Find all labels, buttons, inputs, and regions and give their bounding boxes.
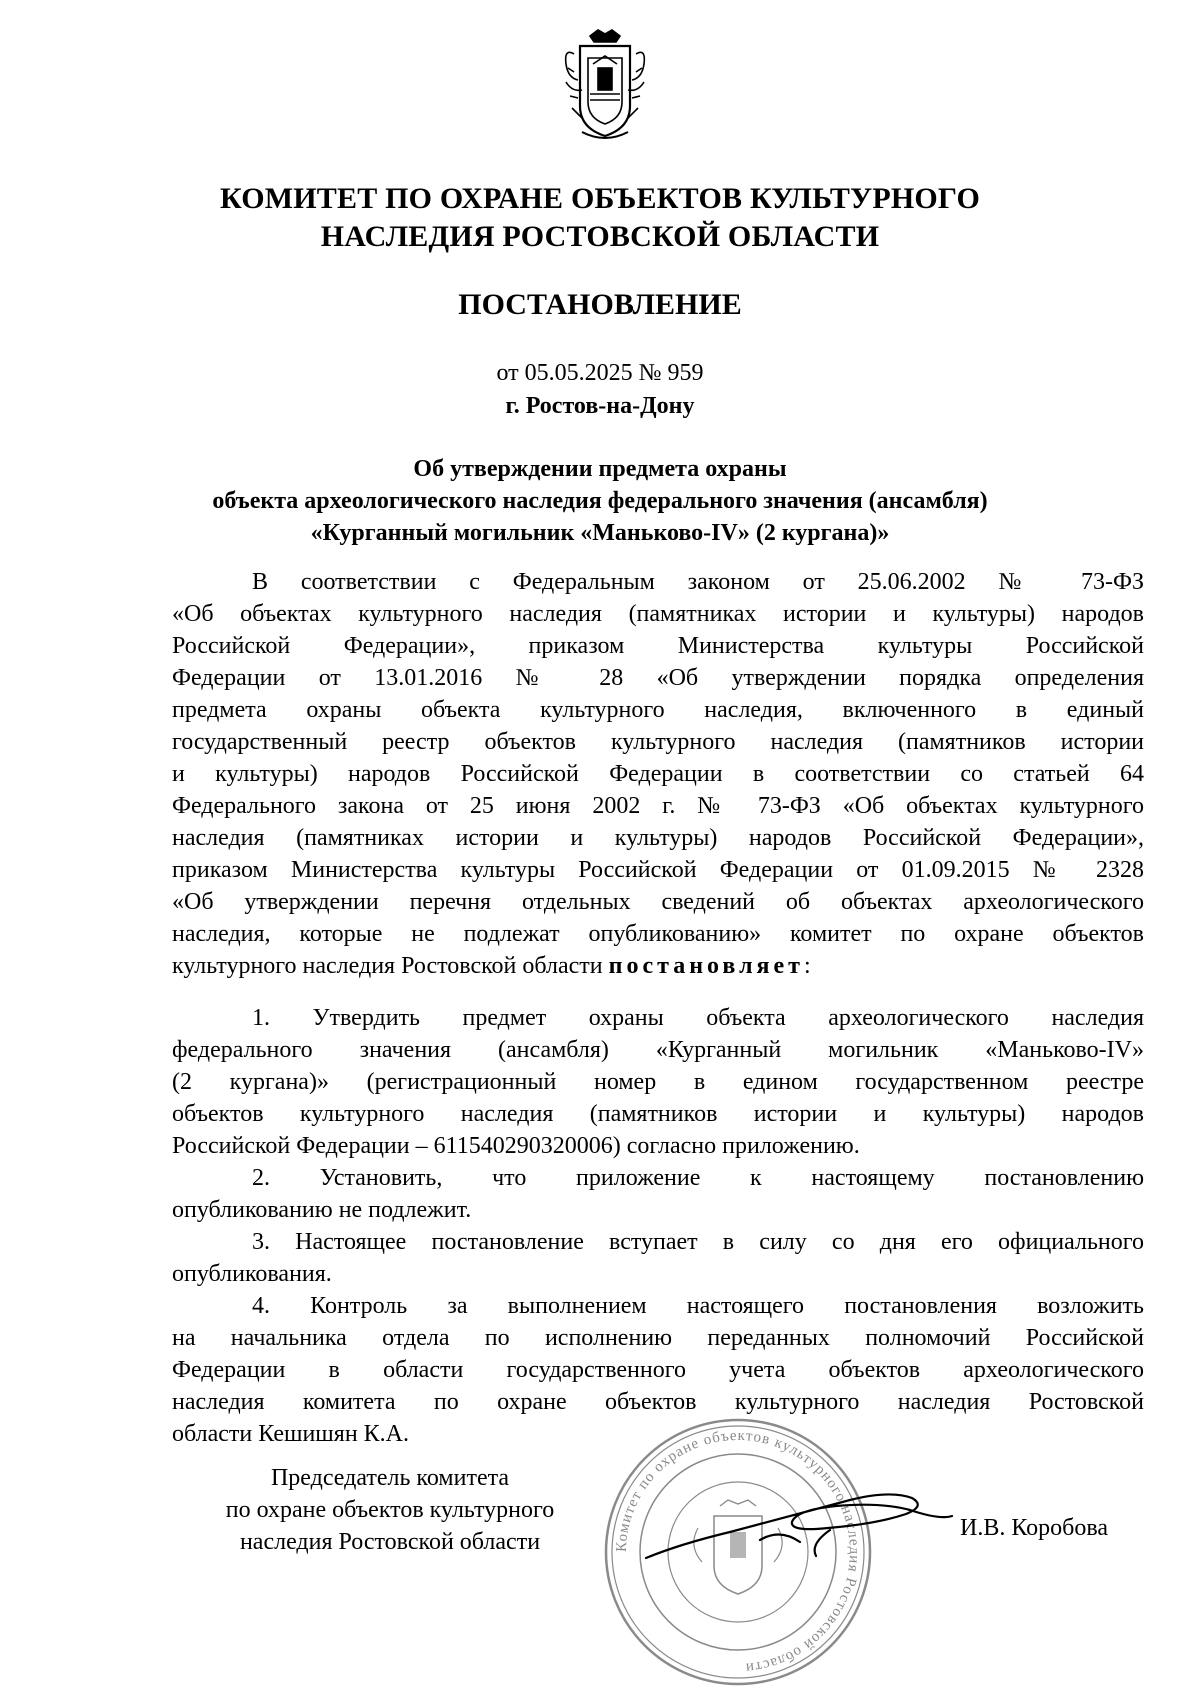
text-line: 4. Контроль за выполнением настоящего постановления возложить xyxy=(252,1293,1144,1319)
text-line: приказом Министерства культуры Российской Федерации от 01.09.2015 № 2328 xyxy=(172,857,1144,883)
resolution-item xyxy=(172,1162,1144,1226)
text-line: наследия (памятниках истории и культуры) народов Российской Федерации», xyxy=(172,825,1144,851)
text-line: опубликования. xyxy=(172,1261,332,1287)
text-line: Федерального закона от 25 июня 2002 г. № 73-ФЗ «Об объектах культурного xyxy=(172,793,1144,819)
organization-title-line: КОМИТЕТ ПО ОХРАНЕ ОБЪЕКТОВ КУЛЬТУРНОГО xyxy=(220,182,980,215)
subject-line: «Курганный могильник «Маньково-IV» (2 кургана)» xyxy=(310,520,890,546)
preamble-paragraph xyxy=(172,566,1144,982)
text-line: «Об объектах культурного наследия (памятниках истории и культуры) народов xyxy=(172,601,1144,627)
document-date-number: от 05.05.2025 № 959 xyxy=(496,360,704,386)
subject-line: Об утверждении предмета охраны xyxy=(413,456,787,482)
resolution-item xyxy=(172,1002,1144,1162)
text-line: наследия комитета по охране объектов культурного наследия Ростовской xyxy=(172,1389,1144,1415)
text-line: объектов культурного наследия (памятников истории и культуры) народов xyxy=(172,1101,1144,1127)
organization-title xyxy=(100,180,1100,256)
text-line: наследия, которые не подлежат опубликованию» комитет по охране объектов xyxy=(172,921,1144,947)
text-line: Российской Федерации – 611540290320006) согласно приложению. xyxy=(172,1133,860,1159)
signature-position-line: по охране объектов культурного xyxy=(225,1497,555,1523)
text-fragment: : xyxy=(803,953,811,979)
document-type: ПОСТАНОВЛЕНИЕ xyxy=(458,288,742,321)
text-line: и культуры) народов Российской Федерации в соответствии со статьей 64 xyxy=(172,761,1144,787)
subject-line: объекта археологического наследия федерального значения (ансамбля) xyxy=(212,488,988,514)
text-line: 3. Настоящее постановление вступает в силу со дня его официального xyxy=(252,1229,1144,1255)
text-line: опубликованию не подлежит. xyxy=(172,1197,472,1223)
resolution-item xyxy=(172,1226,1144,1290)
signature-position xyxy=(160,1462,620,1558)
coat-of-arms-icon xyxy=(560,28,650,146)
text-line: федерального значения (ансамбля) «Курганный могильник «Маньково-IV» xyxy=(172,1037,1144,1063)
text-line: государственный реестр объектов культурного наследия (памятников истории xyxy=(172,729,1144,755)
signature-position-line: Председатель комитета xyxy=(270,1465,510,1491)
text-line: 1. Утвердить предмет охраны объекта археологического наследия xyxy=(252,1005,1144,1031)
text-line: Федерации от 13.01.2016 № 28 «Об утверждении порядка определения xyxy=(172,665,1144,691)
signer-name: И.В. Коробова xyxy=(960,1515,1109,1541)
text-line: на начальника отдела по исполнению переданных полномочий Российской xyxy=(172,1325,1144,1351)
text-line: В соответствии с Федеральным законом от 25.06.2002 № 73-ФЗ xyxy=(252,569,1144,595)
text-line: Российской Федерации», приказом Министерства культуры Российской xyxy=(172,633,1144,659)
seal-ring-text-path: Комитет по охране объектов культурного наследия Ростовской области xyxy=(613,1427,863,1676)
text-fragment: культурного наследия Ростовской области xyxy=(172,953,609,979)
handwritten-signature-icon xyxy=(640,1470,960,1580)
text-line xyxy=(172,950,1144,982)
text-line: области Кешишян К.А. xyxy=(172,1421,409,1447)
text-line: «Об утверждении перечня отдельных сведений об объектах археологического xyxy=(172,889,1144,915)
document-place: г. Ростов-на-Дону xyxy=(505,393,695,419)
document-subject xyxy=(100,453,1100,549)
text-line: 2. Установить, что приложение к настоящему постановлению xyxy=(252,1165,1144,1191)
text-line: предмета охраны объекта культурного наследия, включенного в единый xyxy=(172,697,1144,723)
organization-title-line: НАСЛЕДИЯ РОСТОВСКОЙ ОБЛАСТИ xyxy=(320,220,880,253)
resolution-verb: постановляет xyxy=(608,953,804,979)
text-line: (2 кургана)» (регистрационный номер в едином государственном реестре xyxy=(172,1069,1144,1095)
text-line: Федерации в области государственного учета объектов археологического xyxy=(172,1357,1144,1383)
signature-position-line: наследия Ростовской области xyxy=(239,1529,541,1555)
